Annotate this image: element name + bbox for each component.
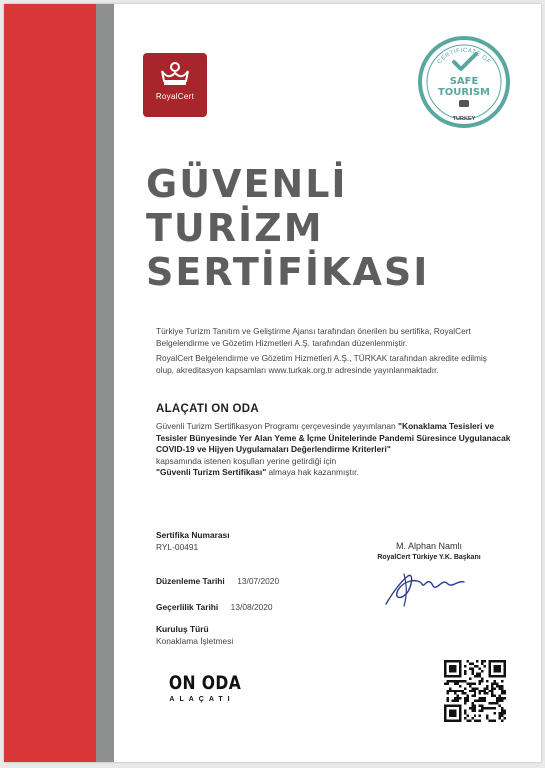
certificate-number-block xyxy=(156,529,230,553)
crown-icon xyxy=(158,61,192,87)
certificate-number-value: RYL-00491 xyxy=(156,542,199,552)
title-line-1: GÜVENLİ xyxy=(146,162,348,206)
grey-side-stripe xyxy=(96,4,114,762)
issue-date-block xyxy=(156,571,279,589)
royalcert-logo xyxy=(143,53,207,117)
statement-part-3: almaya hak kazanmıştır. xyxy=(268,467,359,478)
red-side-stripe xyxy=(4,4,96,762)
certificate-title xyxy=(146,162,429,294)
title-line-3: SERTİFİKASI xyxy=(146,250,430,294)
badge-top-text: CERTIFICATE OF xyxy=(436,47,492,66)
qr-code xyxy=(444,660,506,722)
certification-statement xyxy=(156,421,516,479)
intro-paragraph-2: RoyalCert Belgelendirme ve Gözetim Hizmetleri A.Ş., TÜRKAK tarafından akredite edilmiş olup, akreditasyon kapsamları www.turkak.org.tr adresinde yayınlanmaktadır. xyxy=(156,353,487,375)
badge-line-2: TOURISM xyxy=(437,87,491,98)
certificate-number-label: Sertifika Numarası xyxy=(156,530,230,540)
organization-type-value: Konaklama İşletmesi xyxy=(156,636,234,646)
safe-tourism-badge xyxy=(416,34,512,130)
signer-block xyxy=(364,541,494,561)
criteria-title: "Konaklama Tesisleri ve Tesisler Bünyesinde Yer Alan Yeme & İçme Ünitelerinde Pandemi Süresince Uygulanacak COVID-19 ve Hijyen Uygulamaları Değerlendirme Kriterleri" xyxy=(156,421,511,455)
signer-name: M. Alphan Namlı xyxy=(395,541,463,551)
checkmark-icon xyxy=(454,54,476,69)
hotel-logo-sub: ALAÇATI xyxy=(169,696,235,703)
royalcert-logo-text: RoyalCert xyxy=(155,92,195,101)
badge-mini-logo xyxy=(459,100,469,107)
organization-type-block xyxy=(156,623,233,647)
statement-part-2: kapsamında istenen koşulları yerine getirdiği için xyxy=(156,455,337,466)
signature-mark xyxy=(378,564,478,610)
validity-date-label: Geçerlilik Tarihi xyxy=(156,602,219,612)
validity-date-value: 13/08/2020 xyxy=(230,602,273,612)
intro-text xyxy=(156,326,506,380)
title-line-2: TURİZM xyxy=(146,206,324,250)
badge-bottom-text: TURKEY xyxy=(452,116,476,122)
statement-part-1: Güvenli Turizm Sertifikasyon Programı çerçevesinde yayımlanan xyxy=(156,421,396,431)
hotel-logo-main: ON ODA xyxy=(168,672,242,694)
issue-date-label: Düzenleme Tarihi xyxy=(156,576,225,586)
badge-line-1: SAFE xyxy=(449,76,479,87)
hotel-logo xyxy=(162,672,242,703)
certificate-page xyxy=(4,4,541,762)
certificate-name-quote: "Güvenli Turizm Sertifikası" xyxy=(156,467,267,478)
issue-date-value: 13/07/2020 xyxy=(237,576,280,586)
signer-title: RoyalCert Türkiye Y.K. Başkanı xyxy=(377,554,481,561)
validity-date-block xyxy=(156,597,273,615)
intro-paragraph-1: Türkiye Turizm Tanıtım ve Geliştirme Ajansı tarafından önerilen bu sertifika, RoyalCert Belgelendirme ve Gözetim Hizmetleri A.Ş. tarafından düzenlenmiştir. xyxy=(156,326,471,348)
organization-type-label: Kuruluş Türü xyxy=(156,624,209,634)
holder-name: ALAÇATI ON ODA xyxy=(156,403,260,415)
